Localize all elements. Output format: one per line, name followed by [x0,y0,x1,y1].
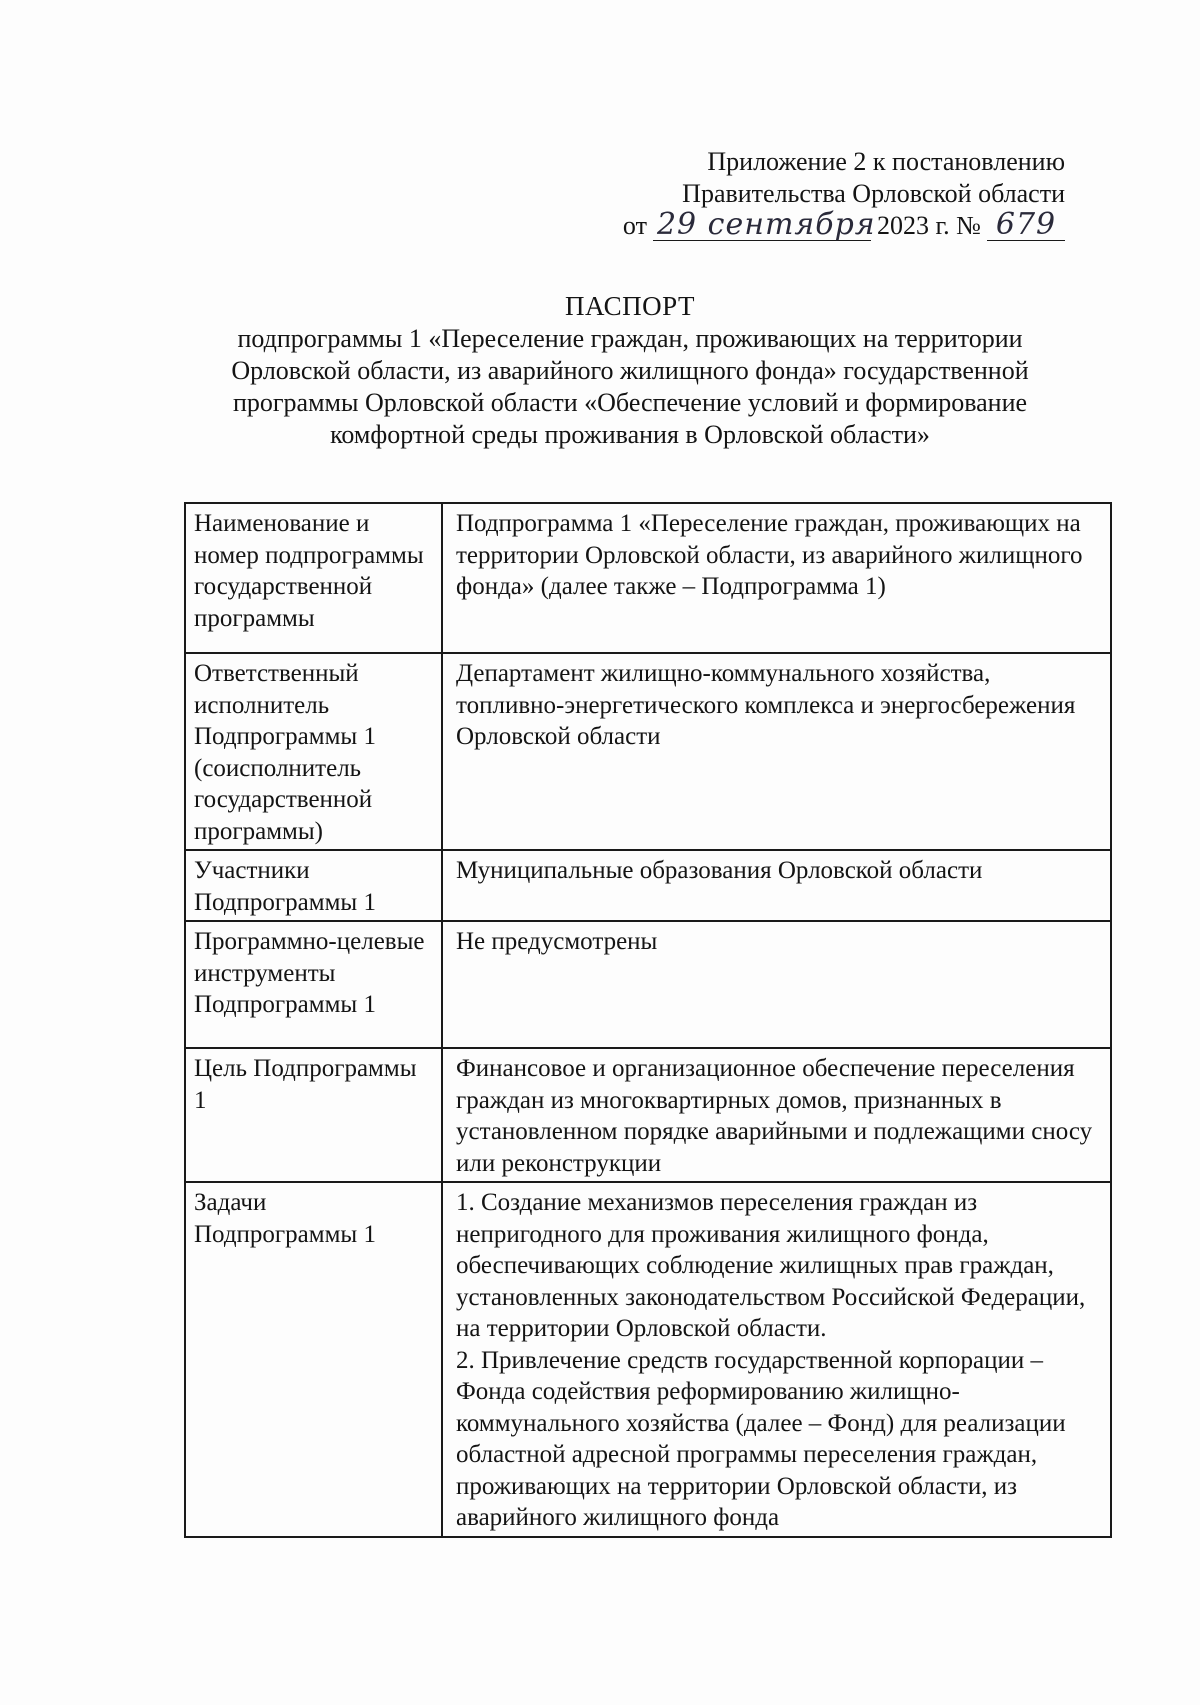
row-value [442,653,1111,850]
passport-table [184,502,1112,1538]
row-value [442,921,1111,1048]
subtitle-line: подпрограммы 1 «Переселение граждан, проживающих на территории [237,324,1023,353]
row-label: Ответственный исполнитель Подпрограммы 1 (соисполнитель государственной программы) [185,653,442,850]
appendix-date-line [560,207,1065,242]
table-row [185,850,1111,921]
appendix-line-1: Приложение 2 к постановлению [707,147,1065,176]
value-paragraph: Финансовое и организационное обеспечение переселения граждан из многоквартирных домов, признанных в установленном порядке аварийными и подлежащими сносу или реконструкции [456,1055,1093,1177]
row-label: Наименование и номер подпрограммы государственной программы [185,503,442,653]
table-row [185,921,1111,1048]
title-block [180,290,1080,451]
value-paragraph: Департамент жилищно-коммунального хозяйства, топливно-энергетического комплекса и энергосбережения Орловской области [456,660,1076,750]
row-value [442,1048,1111,1182]
subtitle-line: программы Орловской области «Обеспечение условий и формирование [232,388,1028,417]
row-label: Задачи Подпрограммы 1 [185,1182,442,1537]
year-and-number-label: 2023 г. № [876,211,981,240]
row-label: Программно-целевые инструменты Подпрограммы 1 [185,921,442,1048]
value-paragraph: 1. Создание механизмов переселения граждан из непригодного для проживания жилищного фонда, обеспечивающих соблюдение жилищных прав граждан, установленных законодательством Российской Федерации, на территории Орловской области. [456,1189,1086,1342]
value-paragraph: 2. Привлечение средств государственной корпорации – Фонда содействия реформированию жилищно-коммунального хозяйства (далее – Фонд) для реализации областной адресной программы переселения граждан, проживающих на территории Орловской области, из аварийного жилищного фонда [456,1346,1066,1531]
table-row [185,503,1111,653]
value-paragraph: Муниципальные образования Орловской области [456,857,983,884]
row-value [442,850,1111,921]
table-row [185,1048,1111,1182]
appendix-line-2: Правительства Орловской области [682,179,1065,208]
row-label: Участники Подпрограммы 1 [185,850,442,921]
appendix-block [560,146,1065,242]
row-label: Цель Подпрограммы 1 [185,1048,442,1182]
table-row [185,1182,1111,1537]
handwritten-number: 679 [987,210,1065,241]
subtitle-line: Орловской области, из аварийного жилищного фонда» государственной [231,356,1029,385]
row-value [442,503,1111,653]
table-row [185,653,1111,850]
value-paragraph: Не предусмотрены [456,928,658,955]
date-prefix: от [622,211,647,240]
subtitle-line: комфортной среды проживания в Орловской области» [330,420,930,449]
handwritten-date: 29 сентября [653,210,871,241]
row-value [442,1182,1111,1537]
document-title: ПАСПОРТ [565,291,695,321]
value-paragraph: Подпрограмма 1 «Переселение граждан, проживающих на территории Орловской области, из аварийного жилищного фонда» (далее также – Подпрограмма 1) [456,510,1083,600]
